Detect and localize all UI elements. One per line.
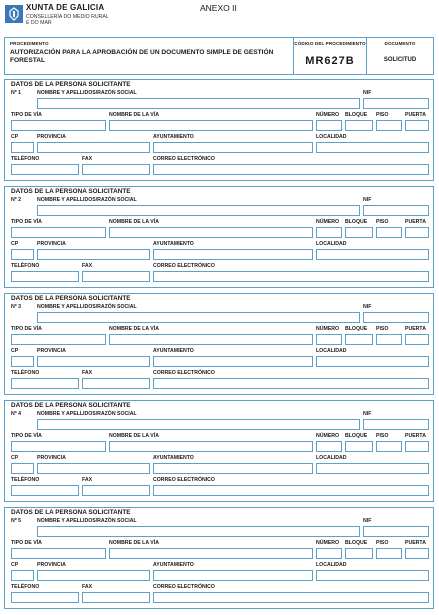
org-subtitle [26, 14, 109, 27]
provincia-field[interactable] [37, 356, 150, 367]
nif-field[interactable] [363, 419, 429, 430]
ayuntamiento-label: AYUNTAMIENTO [153, 134, 194, 140]
piso-field[interactable] [376, 441, 402, 452]
name-label: NOMBRE Y APELLIDOS/RAZÓN SOCIAL [37, 304, 137, 310]
provincia-field[interactable] [37, 463, 150, 474]
applicant-section-3 [4, 293, 434, 395]
fax-field[interactable] [82, 164, 150, 175]
via-name-field[interactable] [109, 120, 313, 131]
localidad-label: LOCALIDAD [316, 455, 347, 461]
provincia-field[interactable] [37, 142, 150, 153]
puerta-label: PUERTA [405, 433, 426, 439]
via-name-field[interactable] [109, 227, 313, 238]
correo-field[interactable] [153, 485, 429, 496]
via-type-field[interactable] [11, 227, 106, 238]
via-name-label: NOMBRE DE LA VÍA [109, 219, 159, 225]
annex-label: ANEXO II [200, 3, 237, 13]
correo-field[interactable] [153, 592, 429, 603]
cp-label: CP [11, 348, 19, 354]
numero-field[interactable] [316, 548, 342, 559]
ayuntamiento-field[interactable] [153, 463, 313, 474]
cp-label: CP [11, 455, 19, 461]
cp-label: CP [11, 134, 19, 140]
telefono-label: TELÉFONO [11, 477, 40, 483]
via-type-field[interactable] [11, 441, 106, 452]
correo-label: CORREO ELECTRÓNICO [153, 156, 215, 162]
applicant-number: Nº 1 [11, 90, 21, 96]
telefono-label: TELÉFONO [11, 156, 40, 162]
correo-field[interactable] [153, 271, 429, 282]
bloque-label: BLOQUE [345, 540, 368, 546]
bloque-label: BLOQUE [345, 433, 368, 439]
provincia-field[interactable] [37, 249, 150, 260]
name-field[interactable] [37, 312, 360, 323]
section-title: DATOS DE LA PERSONA SOLICITANTE [11, 402, 131, 409]
via-type-label: TIPO DE VÍA [11, 326, 42, 332]
puerta-label: PUERTA [405, 112, 426, 118]
cp-field[interactable] [11, 570, 34, 581]
cp-label: CP [11, 562, 19, 568]
localidad-field[interactable] [316, 356, 429, 367]
procedure-code-label: CÓDIGO DEL PROCEDIMIENTO [294, 41, 366, 46]
section-title: DATOS DE LA PERSONA SOLICITANTE [11, 509, 131, 516]
piso-field[interactable] [376, 120, 402, 131]
puerta-field[interactable] [405, 441, 429, 452]
cp-field[interactable] [11, 356, 34, 367]
numero-field[interactable] [316, 227, 342, 238]
numero-label: NÚMERO [316, 219, 340, 225]
ayuntamiento-label: AYUNTAMIENTO [153, 348, 194, 354]
procedure-cell [5, 38, 294, 74]
cp-field[interactable] [11, 249, 34, 260]
bloque-label: BLOQUE [345, 219, 368, 225]
via-name-label: NOMBRE DE LA VÍA [109, 112, 159, 118]
via-type-label: TIPO DE VÍA [11, 540, 42, 546]
correo-label: CORREO ELECTRÓNICO [153, 584, 215, 590]
ayuntamiento-field[interactable] [153, 570, 313, 581]
org-subtitle-line2: E DO MAR [26, 20, 52, 27]
fax-field[interactable] [82, 485, 150, 496]
correo-field[interactable] [153, 164, 429, 175]
name-label: NOMBRE Y APELLIDOS/RAZÓN SOCIAL [37, 90, 137, 96]
piso-field[interactable] [376, 334, 402, 345]
name-label: NOMBRE Y APELLIDOS/RAZÓN SOCIAL [37, 197, 137, 203]
piso-field[interactable] [376, 548, 402, 559]
ayuntamiento-field[interactable] [153, 142, 313, 153]
procedure-header-table [4, 37, 434, 75]
ayuntamiento-label: AYUNTAMIENTO [153, 241, 194, 247]
fax-label: FAX [82, 263, 93, 269]
section-title: DATOS DE LA PERSONA SOLICITANTE [11, 188, 131, 195]
telefono-label: TELÉFONO [11, 584, 40, 590]
section-title: DATOS DE LA PERSONA SOLICITANTE [11, 295, 131, 302]
via-type-field[interactable] [11, 334, 106, 345]
telefono-label: TELÉFONO [11, 370, 40, 376]
telefono-field[interactable] [11, 271, 79, 282]
telefono-field[interactable] [11, 485, 79, 496]
name-label: NOMBRE Y APELLIDOS/RAZÓN SOCIAL [37, 518, 137, 524]
piso-label: PISO [376, 326, 389, 332]
piso-label: PISO [376, 112, 389, 118]
via-name-label: NOMBRE DE LA VÍA [109, 433, 159, 439]
nif-label: NIF [363, 197, 372, 203]
cp-field[interactable] [11, 142, 34, 153]
cp-field[interactable] [11, 463, 34, 474]
localidad-label: LOCALIDAD [316, 562, 347, 568]
via-type-field[interactable] [11, 548, 106, 559]
fax-field[interactable] [82, 271, 150, 282]
telefono-label: TELÉFONO [11, 263, 40, 269]
puerta-label: PUERTA [405, 326, 426, 332]
fax-field[interactable] [82, 592, 150, 603]
nif-field[interactable] [363, 526, 429, 537]
numero-field[interactable] [316, 441, 342, 452]
document-value: SOLICITUD [383, 57, 417, 63]
puerta-field[interactable] [405, 120, 429, 131]
telefono-field[interactable] [11, 164, 79, 175]
bloque-field[interactable] [345, 120, 373, 131]
correo-field[interactable] [153, 378, 429, 389]
via-type-label: TIPO DE VÍA [11, 112, 42, 118]
cp-label: CP [11, 241, 19, 247]
bloque-field[interactable] [345, 334, 373, 345]
fax-label: FAX [82, 477, 93, 483]
numero-field[interactable] [316, 120, 342, 131]
numero-label: NÚMERO [316, 433, 340, 439]
name-field[interactable] [37, 98, 360, 109]
name-field[interactable] [37, 419, 360, 430]
puerta-field[interactable] [405, 548, 429, 559]
document-label: DOCUMENTO [384, 41, 416, 46]
nif-field[interactable] [363, 205, 429, 216]
applicant-section-5 [4, 507, 434, 609]
correo-label: CORREO ELECTRÓNICO [153, 370, 215, 376]
piso-field[interactable] [376, 227, 402, 238]
applicant-section-2 [4, 186, 434, 288]
procedure-code: MR627B [305, 55, 355, 67]
fax-label: FAX [82, 156, 93, 162]
ayuntamiento-field[interactable] [153, 356, 313, 367]
via-type-label: TIPO DE VÍA [11, 219, 42, 225]
localidad-field[interactable] [316, 463, 429, 474]
localidad-label: LOCALIDAD [316, 348, 347, 354]
applicant-section-4 [4, 400, 434, 502]
nif-label: NIF [363, 518, 372, 524]
numero-field[interactable] [316, 334, 342, 345]
name-field[interactable] [37, 205, 360, 216]
via-name-field[interactable] [109, 548, 313, 559]
name-field[interactable] [37, 526, 360, 537]
localidad-label: LOCALIDAD [316, 134, 347, 140]
localidad-field[interactable] [316, 570, 429, 581]
puerta-field[interactable] [405, 227, 429, 238]
correo-label: CORREO ELECTRÓNICO [153, 263, 215, 269]
bloque-field[interactable] [345, 441, 373, 452]
provincia-label: PROVINCIA [37, 455, 66, 461]
applicant-section-1 [4, 79, 434, 181]
piso-label: PISO [376, 540, 389, 546]
localidad-field[interactable] [316, 249, 429, 260]
ayuntamiento-label: AYUNTAMIENTO [153, 455, 194, 461]
document-cell [367, 38, 433, 74]
via-name-field[interactable] [109, 334, 313, 345]
localidad-field[interactable] [316, 142, 429, 153]
correo-label: CORREO ELECTRÓNICO [153, 477, 215, 483]
provincia-label: PROVINCIA [37, 241, 66, 247]
bloque-field[interactable] [345, 227, 373, 238]
telefono-field[interactable] [11, 592, 79, 603]
puerta-label: PUERTA [405, 540, 426, 546]
provincia-label: PROVINCIA [37, 134, 66, 140]
procedure-title: AUTORIZACIÓN PARA LA APROBACIÓN DE UN DOCUMENTO SIMPLE DE GESTIÓN FORESTAL [10, 49, 274, 65]
localidad-label: LOCALIDAD [316, 241, 347, 247]
provincia-label: PROVINCIA [37, 562, 66, 568]
nif-label: NIF [363, 411, 372, 417]
nif-label: NIF [363, 304, 372, 310]
ayuntamiento-label: AYUNTAMIENTO [153, 562, 194, 568]
xunta-logo-icon [5, 5, 23, 23]
nif-label: NIF [363, 90, 372, 96]
via-type-label: TIPO DE VÍA [11, 433, 42, 439]
fax-label: FAX [82, 370, 93, 376]
via-name-field[interactable] [109, 441, 313, 452]
org-subtitle-line1: CONSELLERÍA DO MEDIO RURAL [26, 14, 109, 20]
piso-label: PISO [376, 219, 389, 225]
applicant-number: Nº 4 [11, 411, 21, 417]
telefono-field[interactable] [11, 378, 79, 389]
provincia-label: PROVINCIA [37, 348, 66, 354]
numero-label: NÚMERO [316, 326, 340, 332]
fax-label: FAX [82, 584, 93, 590]
procedure-code-cell [294, 38, 367, 74]
bloque-field[interactable] [345, 548, 373, 559]
name-label: NOMBRE Y APELLIDOS/RAZÓN SOCIAL [37, 411, 137, 417]
fax-field[interactable] [82, 378, 150, 389]
puerta-field[interactable] [405, 334, 429, 345]
applicant-number: Nº 2 [11, 197, 21, 203]
via-name-label: NOMBRE DE LA VÍA [109, 326, 159, 332]
org-name: XUNTA DE GALICIA [26, 3, 105, 12]
nif-field[interactable] [363, 312, 429, 323]
bloque-label: BLOQUE [345, 112, 368, 118]
applicant-number: Nº 3 [11, 304, 21, 310]
puerta-label: PUERTA [405, 219, 426, 225]
piso-label: PISO [376, 433, 389, 439]
provincia-field[interactable] [37, 570, 150, 581]
procedure-label: PROCEDIMENTO [10, 41, 49, 46]
bloque-label: BLOQUE [345, 326, 368, 332]
numero-label: NÚMERO [316, 112, 340, 118]
via-type-field[interactable] [11, 120, 106, 131]
numero-label: NÚMERO [316, 540, 340, 546]
applicant-number: Nº 5 [11, 518, 21, 524]
ayuntamiento-field[interactable] [153, 249, 313, 260]
nif-field[interactable] [363, 98, 429, 109]
section-title: DATOS DE LA PERSONA SOLICITANTE [11, 81, 131, 88]
via-name-label: NOMBRE DE LA VÍA [109, 540, 159, 546]
